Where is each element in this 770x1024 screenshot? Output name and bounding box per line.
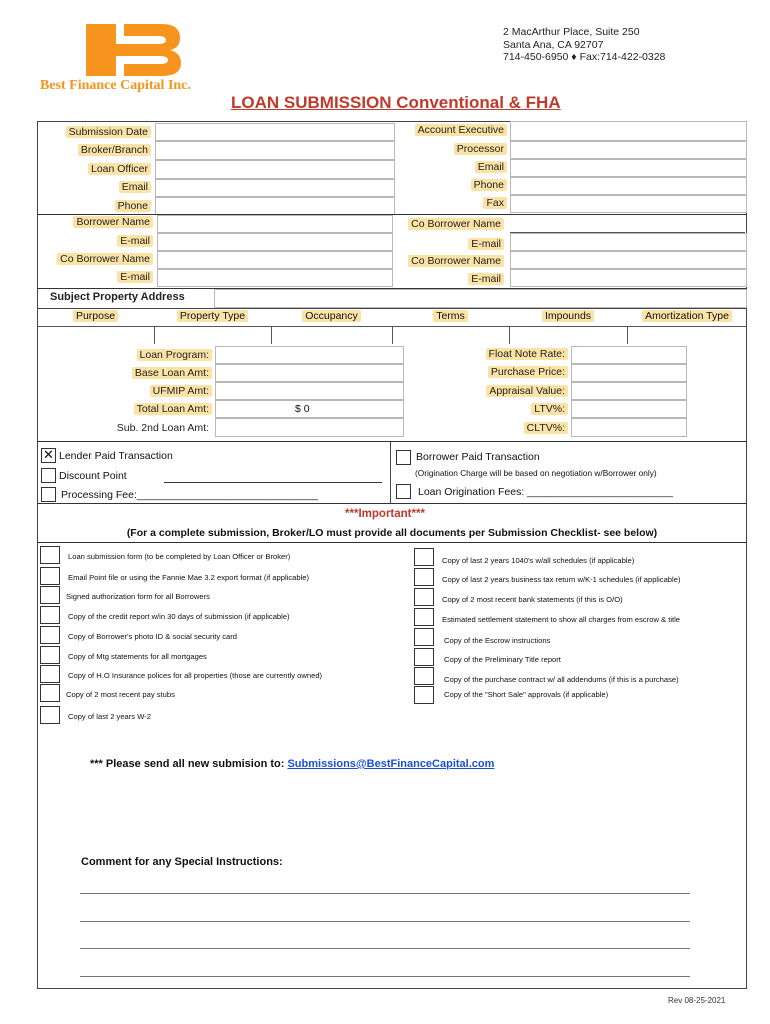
checklist-right-checkbox-5[interactable] — [414, 628, 434, 646]
label-co-borrower-email: E-mail — [40, 271, 153, 283]
label-processor: Processor — [396, 143, 507, 155]
label-total-loan-amt: Total Loan Amt: — [40, 403, 212, 415]
checklist-right-checkbox-1[interactable] — [414, 548, 434, 566]
label-phone: Phone — [40, 200, 151, 212]
terms-cell[interactable] — [393, 327, 509, 344]
loan-officer-field[interactable] — [155, 160, 395, 179]
processing-fee-checkbox[interactable] — [41, 487, 56, 502]
right-co-email-1-field[interactable] — [510, 233, 747, 251]
checklist-right-item-1: Copy of last 2 years 1040's w/all schedules (if applicable) — [442, 556, 635, 565]
label-fax: Fax — [396, 197, 507, 209]
label-right-email: Email — [396, 161, 507, 173]
divider — [37, 542, 747, 543]
subject-property-field[interactable] — [214, 289, 747, 308]
label-email: Email — [40, 181, 151, 193]
right-co-email-2-field[interactable] — [510, 269, 747, 287]
purpose-cell[interactable] — [38, 327, 154, 344]
address-line-1: 2 MacArthur Place, Suite 250 — [503, 26, 640, 38]
label-broker-branch: Broker/Branch — [40, 144, 151, 156]
property-type-cell[interactable] — [155, 327, 271, 344]
ltv-field[interactable] — [571, 400, 687, 418]
checklist-right-checkbox-2[interactable] — [414, 568, 434, 586]
label-right-phone: Phone — [396, 179, 507, 191]
impounds-cell[interactable] — [510, 327, 627, 344]
send-prefix: *** Please send all new submision to: — [90, 758, 288, 770]
label-float-note-rate: Float Note Rate: — [400, 348, 568, 360]
label-base-loan-amt: Base Loan Amt: — [40, 367, 212, 379]
loan-program-field[interactable] — [215, 346, 404, 364]
company-name: Best Finance Capital Inc. — [40, 78, 191, 93]
checklist-left-item-4: Copy of the credit report w/in 30 days of submission (if applicable) — [68, 612, 290, 621]
checklist-left-item-7: Copy of H.O Insurance polices for all properties (those are currently owned) — [68, 671, 323, 680]
subject-property-label: Subject Property Address — [50, 291, 185, 303]
purchase-price-field[interactable] — [571, 364, 687, 382]
checklist-left-checkbox-3[interactable] — [40, 586, 60, 604]
lender-paid-label: Lender Paid Transaction — [59, 450, 173, 462]
label-purchase-price: Purchase Price: — [400, 366, 568, 378]
company-address — [503, 26, 665, 64]
checklist-left-item-8: Copy of 2 most recent pay stubs — [66, 690, 175, 699]
label-right-co-borrower-2: Co Borrower Name — [393, 255, 504, 267]
checklist-right-item-8: Copy of the "Short Sale" approvals (if applicable) — [444, 690, 609, 699]
logo-b-icon — [84, 20, 184, 80]
borrower-name-field[interactable] — [157, 215, 393, 233]
checklist-left-item-1: Loan submission form (to be completed by Loan Officer or Broker) — [68, 552, 291, 561]
right-phone-field[interactable] — [510, 177, 747, 195]
checklist-right-checkbox-7[interactable] — [414, 667, 434, 685]
divider — [37, 503, 747, 504]
label-loan-program: Loan Program: — [40, 349, 212, 361]
submission-date-field[interactable] — [155, 123, 395, 141]
origination-fees-checkbox[interactable] — [396, 484, 411, 499]
label-appraisal-value: Appraisal Value: — [400, 385, 568, 397]
label-right-co-email-1: E-mail — [393, 238, 504, 250]
label-borrower-name: Borrower Name — [40, 216, 153, 228]
cltv-field[interactable] — [571, 418, 687, 437]
origination-note: (Origination Charge will be based on negotiation w/Borrower only) — [415, 468, 657, 478]
form-title: LOAN SUBMISSION Conventional & FHA — [231, 93, 561, 112]
account-executive-field[interactable] — [510, 121, 747, 141]
origination-fees-label: Loan Origination Fees: _________________________ — [418, 486, 674, 498]
checklist-left-item-9: Copy of last 2 years W-2 — [68, 712, 152, 721]
checklist-right-item-7: Copy of the purchase contract w/ all addendums (if this is a purchase) — [444, 675, 679, 684]
checklist-left-checkbox-5[interactable] — [40, 626, 60, 644]
company-logo — [84, 20, 184, 80]
comment-line-1[interactable] — [80, 893, 690, 894]
discount-point-label: Discount Point — [59, 470, 127, 482]
appraisal-value-field[interactable] — [571, 382, 687, 400]
checklist-left-checkbox-7[interactable] — [40, 665, 60, 683]
checklist-left-item-2: Email Point file or using the Fannie Mae 3.2 export format (if applicable) — [68, 573, 310, 582]
label-account-executive: Account Executive — [396, 124, 507, 136]
col-amortization-type: Amortization Type — [627, 310, 747, 322]
label-ufmip-amt: UFMIP Amt: — [40, 385, 212, 397]
transaction-divider — [390, 442, 391, 504]
borrower-paid-checkbox[interactable] — [396, 450, 411, 465]
col-terms: Terms — [392, 310, 509, 322]
col-impounds: Impounds — [509, 310, 627, 322]
discount-point-underline[interactable] — [164, 482, 382, 483]
important-note: (For a complete submission, Broker/LO must provide all documents per Submission Checklist- see below) — [126, 527, 658, 539]
checklist-right-item-5: Copy of the Escrow instructions — [444, 636, 551, 645]
broker-branch-field[interactable] — [155, 141, 395, 160]
borrower-email-field[interactable] — [157, 233, 393, 251]
lender-paid-checkbox[interactable] — [41, 448, 56, 463]
send-submission-line — [90, 758, 494, 770]
important-heading: ***Important*** — [345, 508, 425, 520]
checklist-left-checkbox-1[interactable] — [40, 546, 60, 564]
right-email-field[interactable] — [510, 159, 747, 177]
comment-line-3[interactable] — [80, 948, 690, 949]
label-submission-date: Submission Date — [40, 126, 151, 138]
submission-email-link[interactable]: Submissions@BestFinanceCapital.com — [287, 758, 495, 770]
checklist-right-item-3: Copy of 2 most recent bank statements (if this is O/O) — [442, 595, 623, 604]
checklist-left-checkbox-6[interactable] — [40, 646, 60, 664]
label-co-borrower-name: Co Borrower Name — [40, 253, 153, 265]
comment-line-2[interactable] — [80, 921, 690, 922]
checklist-left-item-5: Copy of Borrower's photo ID & social security card — [68, 632, 238, 641]
fax-field[interactable] — [510, 195, 747, 213]
amortization-type-cell[interactable] — [628, 327, 746, 344]
label-ltv: LTV%: — [400, 403, 568, 415]
checklist-left-item-6: Copy of Mtg statements for all mortgages — [68, 652, 207, 661]
occupancy-cell[interactable] — [272, 327, 392, 344]
borrower-paid-label: Borrower Paid Transaction — [416, 451, 540, 463]
checklist-right-item-6: Copy of the Preliminary Title report — [444, 655, 561, 664]
checklist-right-checkbox-8[interactable] — [414, 686, 434, 704]
co-borrower-email-field[interactable] — [157, 269, 393, 287]
label-right-co-email-2: E-mail — [393, 273, 504, 285]
discount-point-checkbox[interactable] — [41, 468, 56, 483]
comment-line-4[interactable] — [80, 976, 690, 977]
address-line-2: Santa Ana, CA 92707 — [503, 38, 604, 51]
checklist-left-checkbox-9[interactable] — [40, 706, 60, 724]
processing-fee-label: Processing Fee:_______________________________ — [61, 489, 318, 501]
label-borrower-email: E-mail — [40, 235, 153, 247]
checklist-right-item-4: Estimated settlement statement to show all charges from escrow & title — [442, 615, 681, 624]
col-property-type: Property Type — [154, 310, 271, 322]
revision-date: Rev 08-25-2021 — [668, 996, 726, 1005]
checklist-left-item-3: Signed authorization form for all Borrowers — [66, 592, 210, 601]
checklist-right-checkbox-3[interactable] — [414, 588, 434, 606]
label-cltv: CLTV%: — [400, 422, 568, 434]
checklist-right-checkbox-4[interactable] — [414, 608, 434, 626]
checklist-right-checkbox-6[interactable] — [414, 648, 434, 666]
checked-x-icon: ✕ — [43, 447, 54, 462]
right-co-borrower-2-field[interactable] — [510, 251, 747, 269]
phone-field[interactable] — [155, 197, 395, 215]
label-loan-officer: Loan Officer — [40, 163, 151, 175]
base-loan-amt-field[interactable] — [215, 364, 404, 382]
sub-2nd-loan-amt-field[interactable] — [215, 418, 404, 437]
total-loan-amt-value: $ 0 — [295, 403, 310, 415]
col-purpose: Purpose — [37, 310, 154, 322]
col-occupancy: Occupancy — [271, 310, 392, 322]
label-right-co-borrower-1: Co Borrower Name — [393, 218, 504, 230]
comment-label: Comment for any Special Instructions: — [81, 856, 283, 868]
checklist-left-checkbox-4[interactable] — [40, 606, 60, 624]
ufmip-amt-field[interactable] — [215, 382, 404, 400]
checklist-left-checkbox-8[interactable] — [40, 684, 60, 702]
co-borrower-name-field[interactable] — [157, 251, 393, 269]
phone-fax: 714-450-6950 ♦ Fax:714-422-0328 — [503, 51, 666, 63]
email-field[interactable] — [155, 179, 395, 197]
float-note-rate-field[interactable] — [571, 346, 687, 364]
checklist-left-checkbox-2[interactable] — [40, 567, 60, 585]
divider — [37, 441, 747, 442]
label-sub-2nd-loan-amt: Sub. 2nd Loan Amt: — [116, 422, 209, 434]
checklist-right-item-2: Copy of last 2 years business tax return w/K-1 schedules (if applicable) — [442, 575, 681, 584]
processor-field[interactable] — [510, 141, 747, 159]
